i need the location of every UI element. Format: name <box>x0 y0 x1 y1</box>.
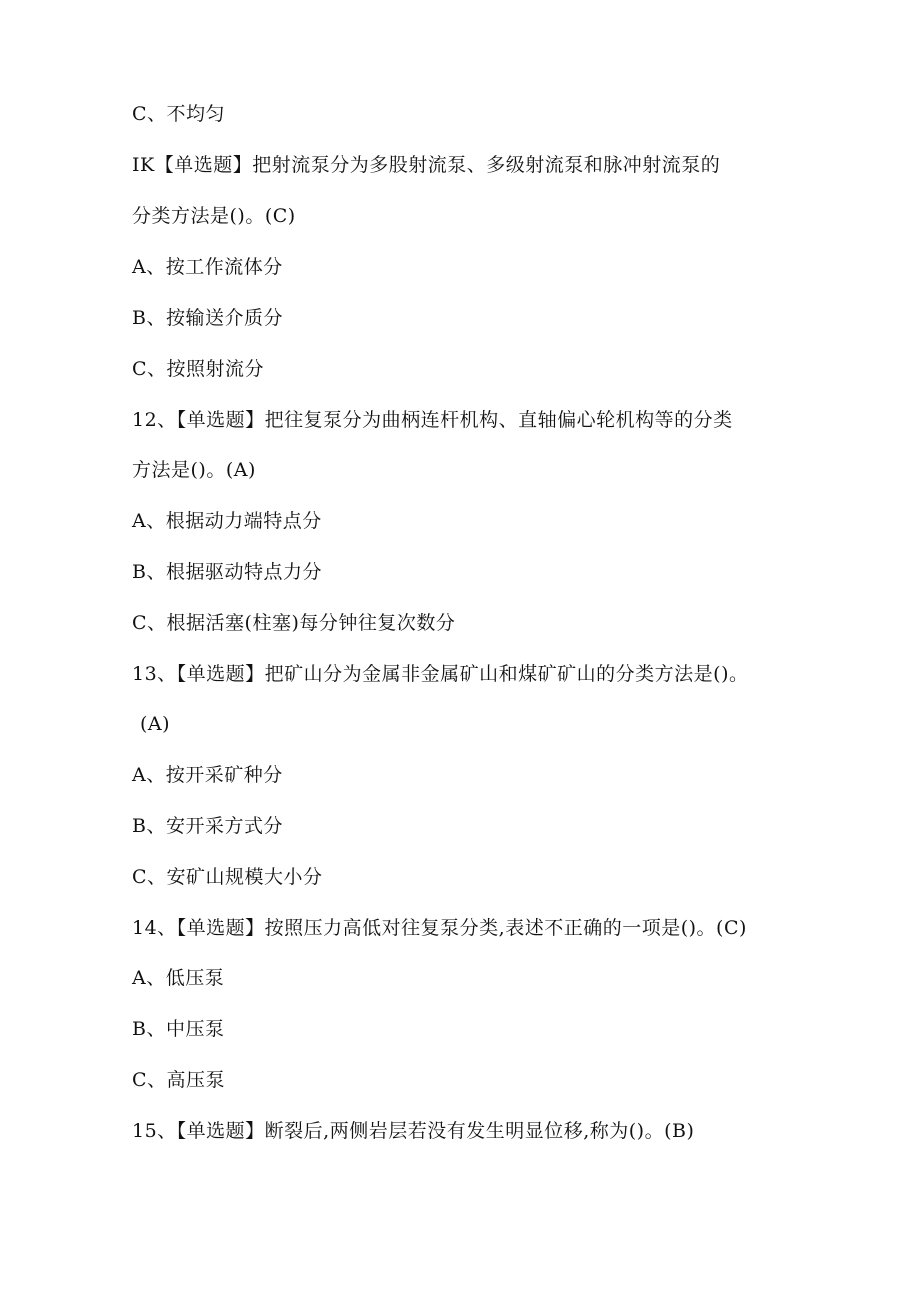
q11-question: IK【单选题】把射流泵分为多股射流泵、多级射流泵和脉冲射流泵的 <box>132 154 721 176</box>
q13-question: 13、【单选题】把矿山分为金属非金属矿山和煤矿矿山的分类方法是()。 <box>132 663 749 685</box>
q12-question: 12、【单选题】把往复泵分为曲柄连杆机构、直轴偏心轮机构等的分类 <box>132 409 733 431</box>
q15-question: 15、【单选题】断裂后,两侧岩层若没有发生明显位移,称为()。(B) <box>132 1120 695 1142</box>
q12-option-c: C、根据活塞(柱塞)每分钟往复次数分 <box>132 612 456 634</box>
q14-option-b: B、中压泵 <box>132 1018 225 1040</box>
q11-option-a: A、按工作流体分 <box>132 256 283 278</box>
q13-answer: (A) <box>140 713 171 735</box>
q14-option-a: A、低压泵 <box>132 967 225 989</box>
q12-question-cont: 方法是()。(A) <box>132 459 256 481</box>
q12-option-a: A、根据动力端特点分 <box>132 510 322 532</box>
q10-option-c: C、不均匀 <box>132 103 226 125</box>
q14-question: 14、【单选题】按照压力高低对往复泵分类,表述不正确的一项是()。(C) <box>132 917 747 939</box>
q13-option-b: B、安开采方式分 <box>132 815 283 837</box>
q11-option-c: C、按照射流分 <box>132 358 265 380</box>
q14-option-c: C、高压泵 <box>132 1069 226 1091</box>
q11-question-cont: 分类方法是()。(C) <box>132 205 296 227</box>
q13-option-a: A、按开采矿种分 <box>132 764 283 786</box>
q13-option-c: C、安矿山规模大小分 <box>132 866 323 888</box>
q12-option-b: B、根据驱动特点力分 <box>132 561 322 583</box>
q11-option-b: B、按输送介质分 <box>132 307 283 329</box>
